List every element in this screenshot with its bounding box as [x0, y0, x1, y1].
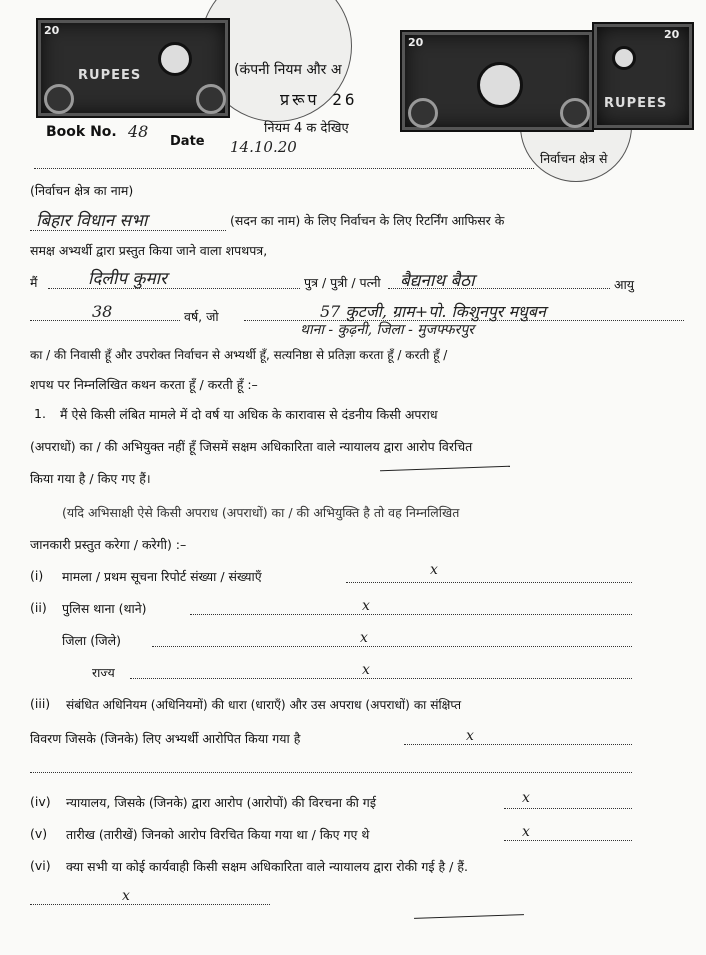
item-ii-police: पुलिस थाना (थाने): [62, 601, 147, 616]
item-iii-num: (iii): [30, 696, 51, 711]
revenue-stamp-right-a: 20: [400, 30, 594, 132]
house-name: बिहार विधान सभा: [36, 211, 148, 231]
revenue-stamp-right-b: 20 RUPEES: [592, 22, 694, 130]
relation-label: पुत्र / पुत्री / पत्नी: [304, 275, 381, 290]
date-value: 14.10.20: [230, 138, 297, 156]
constituency-label: (निर्वाचन क्षेत्र का नाम): [30, 183, 134, 198]
item-i-cross: x: [430, 562, 438, 578]
resident-text: का / की निवासी हूँ और उपरोक्त निर्वाचन से अभ्यर्थी हूँ, सत्यनिष्ठा से प्रतिज्ञा करता हूँ / करती हूँ /: [30, 348, 448, 362]
item-ii-district: जिला (जिले): [62, 633, 121, 648]
house-text: (सदन का नाम) के लिए निर्वाचन के लिए रिटर्निंग आफिसर के: [230, 213, 505, 228]
point1-line3: किया गया है / किए गए हैं।: [30, 471, 151, 486]
item-ii-state-cross: x: [362, 662, 370, 678]
item-ii-district-cross: x: [360, 630, 368, 646]
years-label: वर्ष, जो: [184, 309, 219, 324]
item-v-text: तारीख (तारीखें) जिनको आरोप विरचित किया गया था / किए गए थे: [66, 827, 370, 842]
item-i-text: मामला / प्रथम सूचना रिपोर्ट संख्या / संख्याएँ: [62, 569, 262, 584]
father-name: बैद्यनाथ बैठा: [400, 271, 475, 291]
item-iii-line1: संबंधित अधिनियम (अधिनियमों) की धारा (धाराएँ) और उस अपराध (अपराधों) का संक्षिप्त: [66, 698, 462, 712]
book-no-label: Book No.: [46, 124, 117, 140]
constituency-blank: [34, 168, 534, 169]
age-label: आयु: [614, 277, 635, 292]
candidate-name: दिलीप कुमार: [88, 269, 167, 289]
item-i-num: (i): [30, 568, 44, 583]
item-iii-line2: विवरण जिसके (जिनके) लिए अभ्यर्थी आरोपित किया गया है: [30, 731, 301, 746]
form-title: प्ररूप 26: [280, 90, 358, 109]
constituency-right: निर्वाचन क्षेत्र से: [540, 151, 608, 166]
item-ii-police-cross: x: [362, 598, 370, 614]
item-vi-cross: x: [122, 888, 130, 904]
oath-text: शपथ पर निम्नलिखित कथन करता हूँ / करती हूँ :–: [30, 377, 258, 392]
item-iv-num: (iv): [30, 794, 51, 809]
address-line2: थाना - कुढ़नी, जिला - मुजफ्फरपुर: [300, 322, 474, 338]
item-iv-text: न्यायालय, जिसके (जिनके) द्वारा आरोप (आरोपों) की विरचना की गई: [66, 795, 376, 810]
item-iv-cross: x: [522, 790, 530, 806]
rule-reference: नियम 4 क देखिए: [264, 121, 349, 136]
item-vi-text: क्या सभी या कोई कार्यवाही किसी सक्षम अधिकारिता वाले न्यायालय द्वारा रोकी गई है / हैं.: [66, 859, 468, 874]
point1-line1: मैं ऐसे किसी लंबित मामले में दो वर्ष या अधिक के कारावास से दंडनीय किसी अपराध: [60, 407, 438, 422]
age-value: 38: [92, 302, 113, 321]
point1-num: 1.: [34, 406, 46, 421]
item-ii-num: (ii): [30, 600, 47, 615]
conditional-line1: (यदि अभिसाक्षी ऐसे किसी अपराध (अपराधों) का / की अभियुक्ति है तो वह निम्नलिखित: [62, 505, 460, 520]
book-no-value: 48: [128, 122, 149, 141]
item-v-num: (v): [30, 826, 48, 841]
item-iii-cross: x: [466, 728, 474, 744]
item-ii-state: राज्य: [92, 665, 115, 680]
rule-line: (कंपनी नियम और अ: [234, 62, 342, 78]
point1-line2: (अपराधों) का / की अभियुक्त नहीं हूँ जिसमें सक्षम अधिकारिता वाले न्यायालय द्वारा आरोप विरचित: [30, 439, 473, 454]
item-v-cross: x: [522, 824, 530, 840]
address-line1: 57 कुटजी, ग्राम+पो. किशुनपुर मधुबन: [320, 302, 546, 321]
date-label: Date: [170, 134, 205, 149]
conditional-line2: जानकारी प्रस्तुत करेगा / करेगी) :–: [30, 537, 187, 552]
affidavit-intro: समक्ष अभ्यर्थी द्वारा प्रस्तुत किया जाने वाला शपथपत्र,: [30, 243, 268, 258]
revenue-stamp-left: 20 RUPEES: [36, 18, 230, 118]
item-vi-num: (vi): [30, 858, 51, 873]
i-label: मैं: [30, 275, 38, 290]
